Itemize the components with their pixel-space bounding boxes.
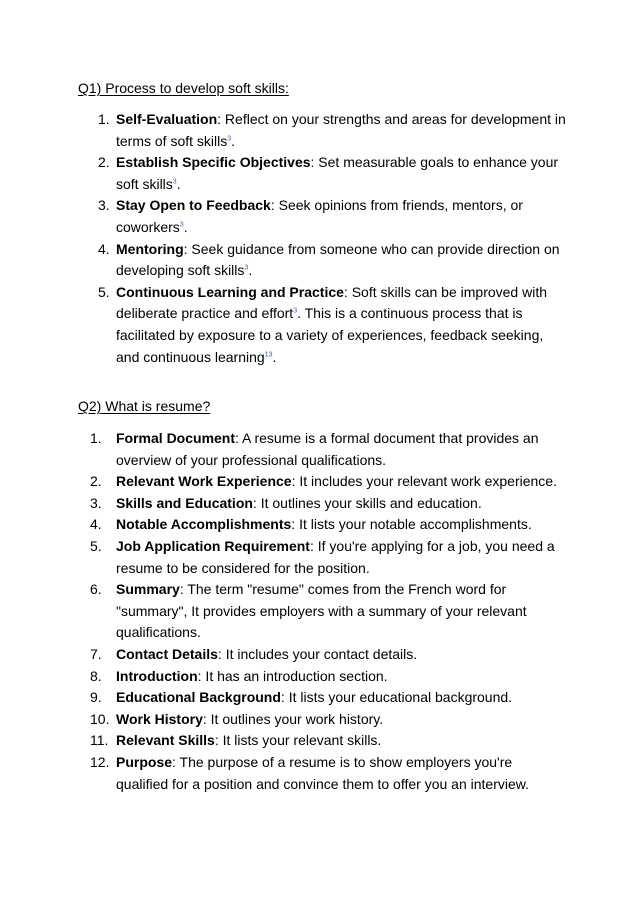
list-item — [98, 152, 568, 195]
citation-link[interactable]: 3 — [227, 134, 232, 142]
item-text: : It lists your educational background. — [280, 689, 513, 706]
item-term: Introduction — [116, 667, 198, 684]
q2-list — [90, 428, 568, 795]
item-number: 1. — [98, 111, 110, 127]
q2-heading: Q2) What is resume? — [78, 398, 211, 414]
item-text-end: . — [183, 218, 188, 235]
item-term: Establish Specific Objectives — [116, 154, 311, 171]
item-number: 7. — [90, 645, 102, 662]
item-number: 8. — [90, 667, 102, 684]
item-number: 5. — [98, 283, 110, 300]
list-item — [90, 514, 568, 536]
item-text-end: . — [248, 262, 253, 279]
item-text: : It includes your contact details. — [217, 645, 418, 662]
item-text: : The purpose of a resume is to show employers you're qualified for a position and convince them to offer you an interview. — [116, 753, 529, 792]
citation-link[interactable]: 3 — [244, 264, 249, 272]
item-text: : It includes your relevant work experience. — [291, 473, 557, 490]
item-text: : If you're applying for a job, you need a resume to be considered for the position. — [116, 537, 555, 576]
item-number: 2. — [90, 473, 102, 490]
item-term: Formal Document — [116, 430, 236, 446]
item-term: Skills and Education — [116, 494, 253, 511]
item-text: : It lists your relevant skills. — [214, 732, 382, 749]
q1-list — [98, 109, 568, 368]
list-item — [98, 195, 568, 238]
item-term: Relevant Skills — [116, 732, 215, 749]
list-item — [90, 687, 568, 709]
list-item — [90, 579, 568, 644]
item-text-end: . — [176, 175, 181, 192]
item-term: Contact Details — [116, 645, 218, 662]
item-term: Job Application Requirement — [116, 537, 310, 554]
item-term: Stay Open to Feedback — [116, 197, 271, 214]
list-item — [90, 709, 568, 731]
list-item — [90, 428, 568, 471]
list-item — [90, 666, 568, 688]
citation-link[interactable]: 3 — [179, 221, 184, 229]
item-text: : The term "resume" comes from the French word for "summary", It provides employers with a summary of your relevant qualifications. — [116, 581, 527, 641]
item-number: 3. — [98, 197, 110, 214]
citation-link[interactable]: 3 — [293, 307, 298, 315]
item-term: Summary — [116, 581, 180, 598]
item-term: Notable Accomplishments — [116, 516, 292, 533]
item-term: Relevant Work Experience — [116, 473, 292, 490]
list-item — [98, 282, 568, 368]
item-number: 10. — [90, 710, 110, 727]
list-item — [90, 493, 568, 515]
item-text-end: . — [272, 348, 277, 365]
item-number: 6. — [90, 581, 102, 598]
item-text: : Seek guidance from someone who can provide direction on developing soft skills — [116, 240, 560, 279]
item-number: 3. — [90, 494, 102, 511]
item-text: : Reflect on your strengths and areas for development in terms of soft skills — [116, 111, 566, 149]
item-text-end: . — [231, 132, 236, 149]
item-number: 4. — [90, 516, 102, 533]
item-number: 11. — [90, 732, 109, 749]
list-item — [90, 471, 568, 493]
item-term: Mentoring — [116, 240, 184, 257]
item-term: Educational Background — [116, 689, 281, 706]
item-term: Continuous Learning and Practice — [116, 283, 344, 300]
item-number: 12. — [90, 753, 110, 770]
citation-link[interactable]: 13 — [264, 350, 273, 358]
item-number: 9. — [90, 689, 102, 706]
list-item — [90, 752, 568, 795]
citation-link[interactable]: 3 — [172, 178, 177, 186]
item-number: 1. — [90, 430, 102, 446]
item-text: : It outlines your skills and education. — [252, 494, 482, 511]
item-text: : A resume is a formal document that provides an overview of your professional qualifications. — [116, 430, 539, 468]
list-item — [90, 730, 568, 752]
list-item — [98, 109, 568, 152]
item-term: Work History — [116, 710, 203, 727]
item-text: : It outlines your work history. — [202, 710, 384, 727]
item-number: 5. — [90, 537, 102, 554]
q1-heading: Q1) Process to develop soft skills: — [78, 80, 289, 96]
item-text: : Soft skills can be improved with deliberate practice and effort — [116, 283, 548, 322]
item-text: : Seek opinions from friends, mentors, or coworkers — [116, 197, 523, 235]
item-term: Self-Evaluation — [116, 111, 218, 127]
item-number: 2. — [98, 154, 110, 171]
item-text-middle: . This is a continuous process that is facilitated by exposure to a variety of experiences, feedback seeking, and continuous learning — [116, 305, 544, 365]
list-item — [90, 536, 568, 579]
list-item — [90, 644, 568, 666]
item-text: : It lists your notable accomplishments. — [291, 516, 532, 533]
item-term: Purpose — [116, 753, 173, 770]
item-text: : Set measurable goals to enhance your soft skills — [116, 154, 559, 192]
item-number: 4. — [98, 240, 110, 257]
list-item — [98, 239, 568, 282]
item-text: : It has an introduction section. — [197, 667, 388, 684]
